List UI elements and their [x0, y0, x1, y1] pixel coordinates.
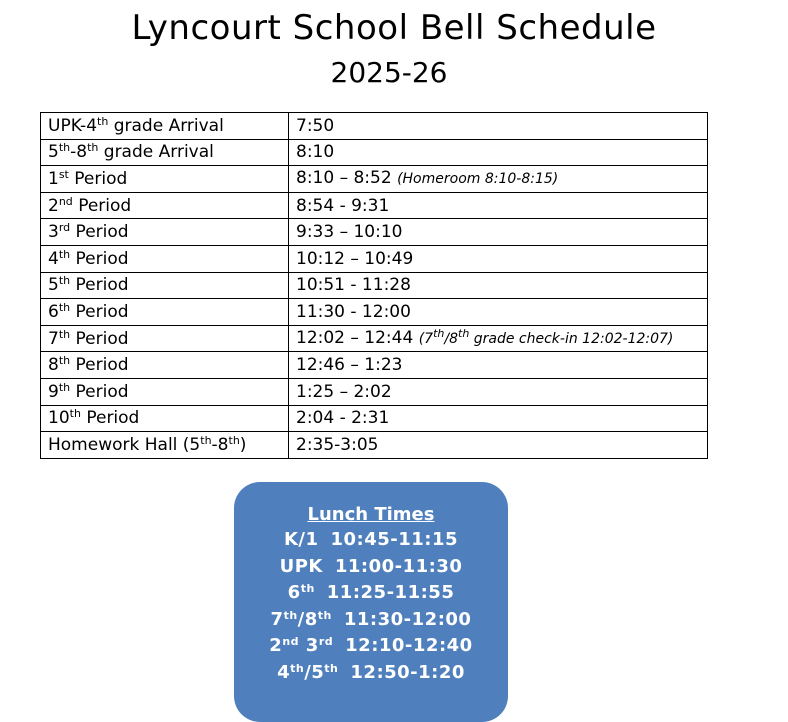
period-label-text: )	[239, 434, 247, 455]
period-label-text: Period	[70, 222, 129, 243]
schedule-row	[41, 219, 708, 246]
period-time	[289, 432, 708, 459]
period-time-text: 8:10 – 8:52	[296, 168, 398, 189]
period-label	[41, 219, 289, 246]
lunch-time-line	[234, 580, 508, 607]
ordinal-suffix: th	[228, 433, 240, 447]
period-label-text: 1	[48, 168, 59, 189]
lunch-times-title: Lunch Times	[307, 504, 435, 525]
ordinal-suffix: th	[324, 661, 339, 675]
period-label-text: -8	[70, 142, 88, 163]
period-label	[41, 352, 289, 379]
period-time	[289, 219, 708, 246]
lunch-grade: 4	[277, 661, 291, 683]
period-time	[289, 299, 708, 326]
ordinal-suffix: th	[58, 354, 71, 368]
period-label	[41, 113, 289, 140]
period-label-text: 8	[48, 355, 59, 376]
ordinal-suffix: th	[433, 327, 445, 341]
period-label	[41, 299, 289, 326]
period-time	[289, 378, 708, 405]
ordinal-suffix: th	[58, 380, 71, 394]
period-time-text: 8:10	[296, 142, 335, 163]
period-time-text: 7:50	[296, 115, 335, 136]
ordinal-suffix: th	[283, 608, 298, 622]
period-label-text: 4	[48, 248, 59, 269]
lunch-grade: K/1	[283, 529, 319, 550]
lunch-time: 12:10-12:40	[345, 635, 473, 656]
period-label-text: Period	[72, 195, 132, 216]
bell-schedule-body	[41, 113, 708, 459]
page-title: Lyncourt School Bell Schedule	[131, 8, 657, 48]
ordinal-suffix: nd	[282, 635, 300, 648]
lunch-grade: 7	[270, 608, 284, 630]
schedule-row	[41, 113, 708, 140]
period-label-text: Period	[70, 328, 129, 349]
ordinal-suffix: nd	[58, 194, 73, 208]
ordinal-suffix: th	[200, 433, 212, 447]
period-label-text: Period	[80, 408, 140, 429]
ordinal-suffix: th	[458, 327, 470, 341]
period-note-text: (7	[418, 331, 434, 348]
schedule-row	[41, 405, 708, 432]
lunch-grade: /5	[304, 661, 325, 683]
period-label-text: UPK-4	[48, 115, 98, 136]
period-time	[289, 113, 708, 140]
schedule-row	[41, 272, 708, 299]
schedule-row	[41, 325, 708, 352]
schedule-row	[41, 352, 708, 379]
period-time	[289, 352, 708, 379]
lunch-time-line	[234, 607, 508, 634]
period-note-text: (Homeroom 8:10-8:15)	[397, 171, 559, 188]
lunch-time: 11:25-11:55	[326, 582, 455, 603]
period-time	[289, 192, 708, 219]
period-note-text: grade check-in 12:02-12:07)	[469, 331, 674, 348]
period-label-text: 6	[48, 301, 59, 322]
period-label-text: 3	[48, 222, 59, 243]
lunch-time: 12:50-1:20	[350, 661, 465, 683]
period-time-text: 9:33 – 10:10	[296, 222, 403, 243]
period-label-text: 9	[48, 381, 59, 402]
period-label-text: Period	[70, 355, 129, 376]
period-label-text: Period	[68, 168, 128, 189]
lunch-grade: /8	[297, 608, 318, 630]
period-label-text: 5	[48, 275, 59, 296]
lunch-time-line	[234, 660, 508, 687]
period-label	[41, 272, 289, 299]
period-time	[289, 139, 708, 166]
schedule-row	[41, 299, 708, 326]
lunch-time-line	[234, 633, 508, 660]
period-label	[41, 192, 289, 219]
ordinal-suffix: th	[317, 608, 332, 622]
period-label	[41, 325, 289, 352]
period-time	[289, 405, 708, 432]
schedule-row	[41, 139, 708, 166]
schedule-row	[41, 245, 708, 272]
period-time	[289, 325, 708, 352]
ordinal-suffix: th	[58, 327, 71, 341]
ordinal-suffix: rd	[318, 635, 334, 648]
schedule-row	[41, 166, 708, 193]
period-note-text: /8	[444, 331, 458, 348]
ordinal-suffix: th	[58, 274, 71, 288]
schedule-row	[41, 432, 708, 459]
lunch-time: 11:00-11:30	[334, 555, 463, 577]
period-label-text: 2	[48, 195, 59, 216]
ordinal-suffix: th	[87, 141, 99, 155]
lunch-grade: 2	[269, 635, 283, 656]
lunch-times-list	[234, 527, 508, 686]
period-label	[41, 166, 289, 193]
period-time-text: 12:46 – 1:23	[296, 355, 403, 376]
lunch-grade: UPK	[279, 555, 323, 577]
school-year: 2025-26	[330, 56, 448, 89]
period-time-text: 2:35-3:05	[296, 434, 379, 455]
period-label	[41, 139, 289, 166]
ordinal-suffix: rd	[58, 221, 71, 235]
period-time-text: 11:30 - 12:00	[296, 301, 411, 322]
period-label-text: -8	[211, 434, 229, 455]
period-time-text: 1:25 – 2:02	[296, 381, 392, 402]
lunch-time: 10:45-11:15	[330, 529, 459, 550]
period-label-text: Period	[70, 301, 129, 322]
ordinal-suffix: th	[69, 407, 81, 421]
period-label-text: grade Arrival	[98, 142, 214, 163]
period-label-text: 10	[48, 408, 70, 429]
schedule-row	[41, 192, 708, 219]
lunch-time: 11:30-12:00	[343, 608, 472, 630]
ordinal-suffix: th	[58, 247, 71, 261]
lunch-grade: 6	[287, 582, 301, 603]
period-label-text: Homework Hall (5	[48, 434, 201, 455]
ordinal-suffix: st	[58, 167, 69, 181]
period-time-text: 10:51 - 11:28	[296, 275, 411, 296]
period-note	[418, 327, 674, 348]
lunch-time-line	[234, 527, 508, 554]
period-label-text: Period	[70, 275, 129, 296]
period-label	[41, 432, 289, 459]
period-time	[289, 166, 708, 193]
period-label-text: 7	[48, 328, 59, 349]
period-note	[397, 171, 558, 187]
ordinal-suffix: th	[300, 582, 315, 595]
lunch-time-line	[234, 554, 508, 581]
period-label-text: grade Arrival	[108, 115, 224, 136]
ordinal-suffix: th	[58, 141, 71, 155]
period-time	[289, 245, 708, 272]
period-time	[289, 272, 708, 299]
lunch-grade: 3	[299, 635, 319, 656]
period-label-text: Period	[70, 381, 129, 402]
period-label-text: 5	[48, 142, 59, 163]
lunch-times-box	[234, 482, 508, 722]
schedule-row	[41, 378, 708, 405]
ordinal-suffix: th	[58, 300, 71, 314]
period-label	[41, 245, 289, 272]
ordinal-suffix: th	[290, 661, 305, 675]
period-time-text: 2:04 - 2:31	[296, 408, 390, 429]
period-time-text: 8:54 - 9:31	[296, 195, 390, 216]
bell-schedule-table	[40, 112, 708, 459]
period-time-text: 10:12 – 10:49	[296, 248, 414, 269]
period-label	[41, 405, 289, 432]
period-time-text: 12:02 – 12:44	[296, 328, 419, 349]
period-label	[41, 378, 289, 405]
ordinal-suffix: th	[97, 114, 109, 128]
period-label-text: Period	[70, 248, 129, 269]
